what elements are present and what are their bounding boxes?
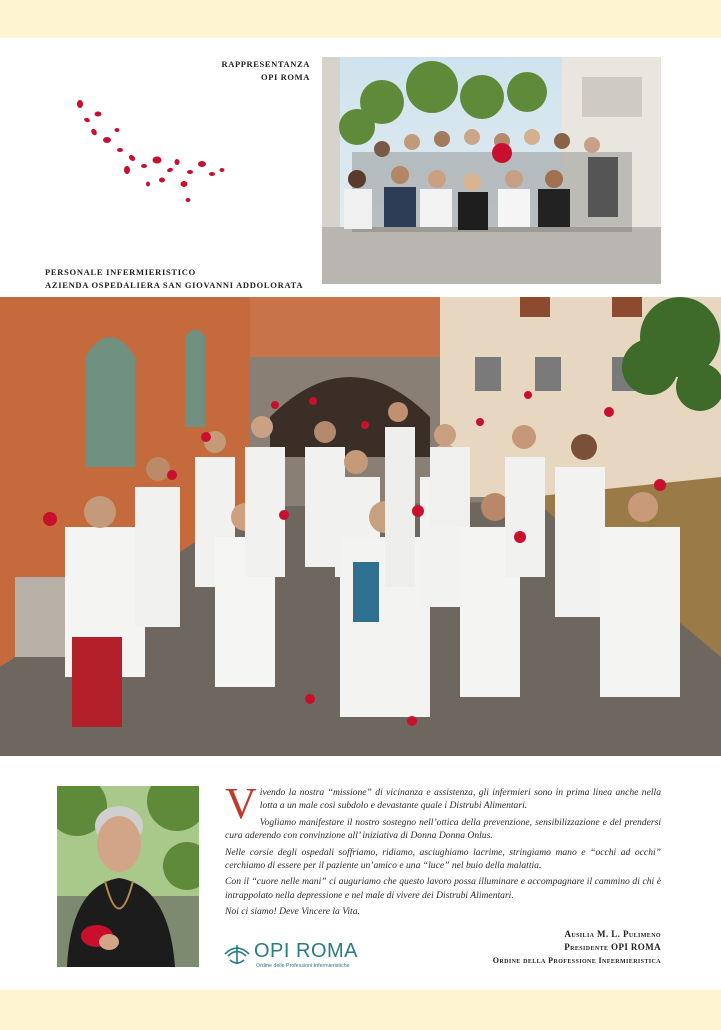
- caption-rappresentanza-line1: RAPPRESENTANZA: [221, 59, 310, 69]
- caption-personale-line2: AZIENDA OSPEDALIERA SAN GIOVANNI ADDOLORATA: [45, 280, 304, 290]
- rose-petals-illustration: [72, 92, 242, 212]
- article-paragraph-4: Con il “cuore nelle mani” ci auguriamo che questo lavoro possa illuminare e accompagnare il cammino di chi è intrappolato nella depressione e nel male di vivere dei Distrubi Alimentari.: [225, 876, 661, 901]
- signature-name: Ausilia M. L. Pulimeno: [564, 929, 661, 939]
- nurses-courtyard-photo: [0, 297, 721, 756]
- logo-name: OPI ROMA: [254, 940, 359, 962]
- article-paragraph-3: Nelle corsie degli ospedali soffriamo, ridiamo, asciughiamo lacrime, stringiamo mano e “occhi ad occhi” cerchiamo di essere per il paziente un’amico e una “luce” nel buio della malattia.: [225, 846, 661, 872]
- article-paragraph-1: [225, 779, 661, 828]
- drop-cap: V: [225, 779, 257, 828]
- opi-roma-logo: [222, 938, 362, 974]
- signature-block: [430, 928, 661, 967]
- group-photo-opi-roma: [322, 57, 661, 284]
- article-body: [225, 779, 661, 922]
- bottom-band: [0, 990, 721, 1030]
- caption-personale: [45, 266, 303, 292]
- article-paragraph-2: Vogliamo manifestare il nostro sostegno nell’ottica della prevenzione, sensibilizzazione e del prendersi cura aderendo con convinzione all’ iniziativa di Donna Donna Onlus.: [225, 816, 661, 842]
- portrait-photo-president: [57, 786, 199, 967]
- article-paragraph-5: Noi ci siamo! Deve Vincere la Vita.: [225, 906, 360, 918]
- article-paragraph-1-text: ivendo la nostra “missione” di vicinanza e assistenza, gli infermieri sono in prima linea anche nella lotta a un male così subdolo e devastante quale i Distrubi Alimentari.: [259, 787, 661, 812]
- signature-role: Presidente OPI ROMA: [564, 942, 661, 952]
- caption-personale-line1: PERSONALE INFERMIERISTICO: [45, 267, 196, 277]
- opi-logo-icon: [222, 940, 252, 968]
- signature-organization: Ordine della Professione Infermieristica: [492, 956, 661, 965]
- top-band: [0, 0, 721, 38]
- logo-tagline: Ordine delle Professioni Infermieristiche: [256, 963, 350, 969]
- caption-rappresentanza: [190, 58, 310, 84]
- caption-rappresentanza-line2: OPI ROMA: [261, 72, 310, 82]
